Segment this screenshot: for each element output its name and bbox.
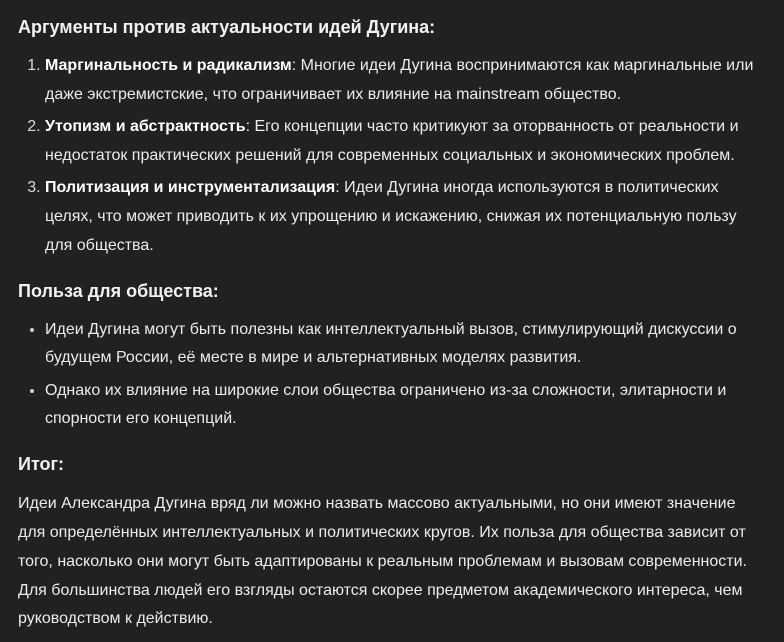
section-heading-arguments: Аргументы против актуальности идей Дугина:	[18, 17, 436, 37]
item-title: Маргинальность и радикализм	[45, 57, 292, 74]
summary-paragraph: Идеи Александра Дугина вряд ли можно назвать массово актуальными, но они имеют значение для определённых интеллектуальных и политических кругов. Их польза для общества зависит от того, насколько они могут быть адаптированы к реальным проблемам и вызовам современности. Для большинства людей его взгляды остаются скорее предметом академического интереса, чем руководством к действию.	[18, 495, 747, 628]
arguments-list	[18, 52, 766, 261]
item-text: : Идеи Дугина иногда используются в политических целях, что может приводить к их упрощению и искажению, снижая их потенциальную пользу для общества.	[45, 179, 737, 254]
item-text: : Его концепции часто критикуют за оторванность от реальности и недостаток практических решений для современных социальных и экономических проблем.	[45, 118, 739, 164]
item-title: Политизация и инструментализация	[45, 179, 336, 197]
item-title: Утопизм и абстрактность	[45, 118, 246, 136]
list-item	[45, 113, 766, 171]
section-heading-summary: Итог:	[18, 454, 65, 475]
benefit-list	[18, 316, 766, 435]
list-item: • Идеи Дугина могут быть полезны как интеллектуальный вызов, стимулирующий дискуссии о будущем России, её месте в мире и альтернативных моделях развития.	[45, 316, 766, 374]
item-text: : Многие идеи Дугина воспринимаются как маргинальные или даже экстремистские, что ограничивает их влияние на mainstream общество.	[45, 57, 754, 103]
list-item	[45, 174, 766, 260]
list-item: • Однако их влияние на широкие слои общества ограничено из-за сложности, элитарности и спорности его концепций.	[45, 377, 766, 435]
section-heading-benefit: Польза для общества:	[18, 280, 219, 301]
list-item	[45, 52, 766, 110]
